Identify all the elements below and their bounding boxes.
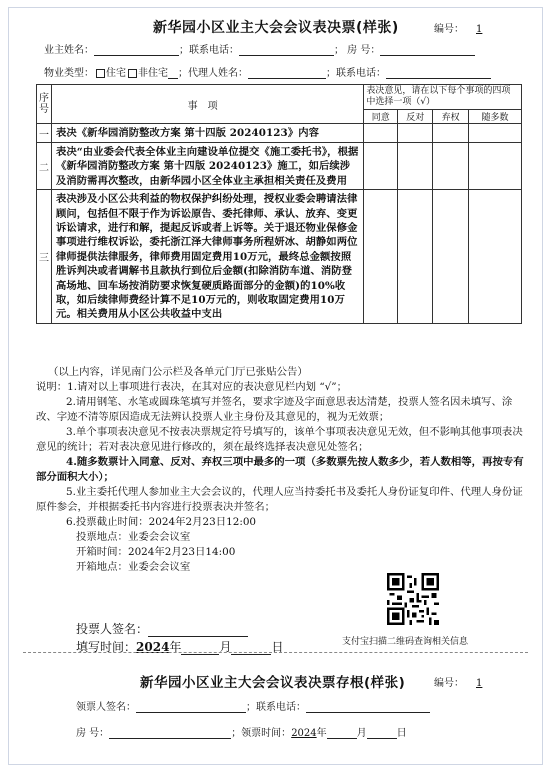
note-2: 2.请用钢笔、水笔或圆珠笔填写并签名，要求字迹及字面意思表达清楚，投票人签名因未填写、涂改、字迹不清等原因造成无法辨认投票人业主身份及其意见的，视为无效票； — [36, 396, 513, 423]
qr-code — [387, 573, 439, 625]
choice-agree-header: 同意 — [364, 110, 398, 124]
owner-phone-field[interactable] — [239, 45, 334, 56]
stub-number-label: 编号： 1 — [434, 678, 483, 689]
choice-majority-header: 随多数 — [469, 110, 522, 124]
stub-receiver-row: 领票人签名： ；联系电话： — [76, 698, 430, 713]
fill-day-field[interactable] — [231, 642, 271, 655]
qr-caption: 支付宝扫描二维码查询相关信息 — [342, 637, 469, 647]
item-number: 二 — [37, 143, 52, 190]
vote-cell-oppose[interactable] — [398, 124, 433, 143]
choice-oppose-header: 反对 — [398, 110, 433, 124]
vote-cell-agree[interactable] — [364, 143, 398, 190]
number-label: 编号： 1 — [434, 24, 483, 35]
matter-header: 事项 — [51, 85, 363, 124]
choice-instruction: 表决意见，请在以下每个事项的四项中选择一项（√） — [364, 85, 522, 110]
item-number: 三 — [37, 190, 52, 324]
receiver-phone-field[interactable] — [306, 702, 430, 713]
stub-title: 新华园小区业主大会会议表决票存根(样张) — [140, 675, 406, 691]
owner-name-field[interactable] — [94, 45, 179, 56]
vote-cell-majority[interactable] — [469, 143, 522, 190]
vote-cell-abstain[interactable] — [433, 143, 469, 190]
ballot-page — [8, 7, 543, 765]
seq-header: 序号 — [37, 85, 52, 124]
receiver-sign-field[interactable] — [136, 702, 246, 713]
stub-room-field[interactable] — [109, 728, 231, 739]
room-field[interactable] — [380, 45, 475, 56]
stub-room-row: 房 号： ；领票时间：2024年 月 日 — [76, 728, 407, 739]
vote-cell-oppose[interactable] — [398, 143, 433, 190]
vote-cell-majority[interactable] — [469, 124, 522, 143]
count-place: 开箱地点：业委会会议室 — [76, 561, 191, 573]
notes-section — [36, 365, 526, 575]
receive-day-field[interactable] — [367, 728, 397, 739]
item-text: 表决“由业委会代表全体业主向建设单位提交《施工委托书》，根据《新华园消防整改方案 第十四版 20240123》施工，如后续涉及消防需再次整改，由新华园小区全体业主承担相关责任及费用 — [51, 143, 363, 190]
agent-phone-field[interactable] — [386, 68, 491, 79]
property-row: 物业类型： 住宅 非住宅 ；代理人姓名： ；联系电话： — [44, 64, 491, 79]
vote-cell-agree[interactable] — [364, 190, 398, 324]
note-1: 说明：1.请对以上事项进行表决，在其对应的表决意见栏内划 “√”； — [36, 381, 348, 393]
note-6: 6.投票截止时间：2024年2月23日12:00 — [66, 516, 257, 528]
vote-table — [36, 84, 522, 324]
vote-cell-majority[interactable] — [469, 190, 522, 324]
fill-month-field[interactable] — [181, 642, 219, 655]
non-residential-checkbox[interactable] — [128, 69, 137, 78]
vote-cell-abstain[interactable] — [433, 124, 469, 143]
note-4: 4.随多数票计入同意、反对、弃权三项中最多的一项（多数票先按人数多少，若人数相等，再按专有部分面积大小）； — [36, 456, 524, 483]
note-5: 5.业主委托代理人参加业主大会会议的，代理人应当持委托书及委托人身份证复印件、代理人身份证原件参会，并根据委托书内容进行投票表决并签名； — [36, 486, 523, 513]
count-time: 开箱时间：2024年2月23日14:00 — [76, 546, 236, 558]
table-footnote: （以上内容，详见南门公示栏及各单元门厅已张贴公告） — [48, 366, 308, 378]
ballot-title: 新华园小区业主大会会议表决票(样张) — [153, 20, 399, 36]
receive-month-field[interactable] — [327, 728, 357, 739]
owner-info-row: 业主姓名： ；联系电话： ； 房 号： — [44, 41, 475, 56]
vote-cell-oppose[interactable] — [398, 190, 433, 324]
note-3: 3.单个事项表决意见不按表决票规定符号填写的，该单个事项表决意见无效，但不影响其他事项表决意见的统计；若对表决意见进行修改的，须在最终选择表决意见处签名； — [36, 426, 523, 453]
item-number: 一 — [37, 124, 52, 143]
vote-place: 投票地点：业委会会议室 — [76, 531, 191, 543]
voter-sign-row: 投票人签名： — [76, 620, 248, 637]
item-text: 表决涉及小区公共利益的物权保护纠纷处理，授权业委会聘请法律顾问，包括但不限于作为诉讼原告、委托律师、承认、放弃、变更诉讼请求，进行和解，提起反诉或者上诉等。关于退还物业保修金事项进行维权诉讼，委托浙江泽大律师事务所程妍冰、胡静如两位律师提供法律服务，律师费用固定费用10万元，最终总金额按照胜诉判决或者调解书且款执行到位后金额(扣除消防车道、消防登高场地、回车场按消防要求恢复硬质路面部分的金额)的10%收取，如后续律师费经计算不足10万元的，则收取固定费用10万元。相关费用从小区公共收益中支出 — [51, 190, 363, 324]
vote-cell-agree[interactable] — [364, 124, 398, 143]
stub-divider — [23, 652, 528, 653]
fill-time-row: 填写时间：2024年 月 日 — [76, 640, 284, 654]
item-text: 表决《新华园消防整改方案 第十四版 20240123》内容 — [51, 124, 363, 143]
choice-abstain-header: 弃权 — [433, 110, 469, 124]
voter-sign-field[interactable] — [148, 624, 248, 637]
agent-name-field[interactable] — [248, 68, 326, 79]
vote-cell-abstain[interactable] — [433, 190, 469, 324]
residential-checkbox[interactable] — [96, 69, 105, 78]
